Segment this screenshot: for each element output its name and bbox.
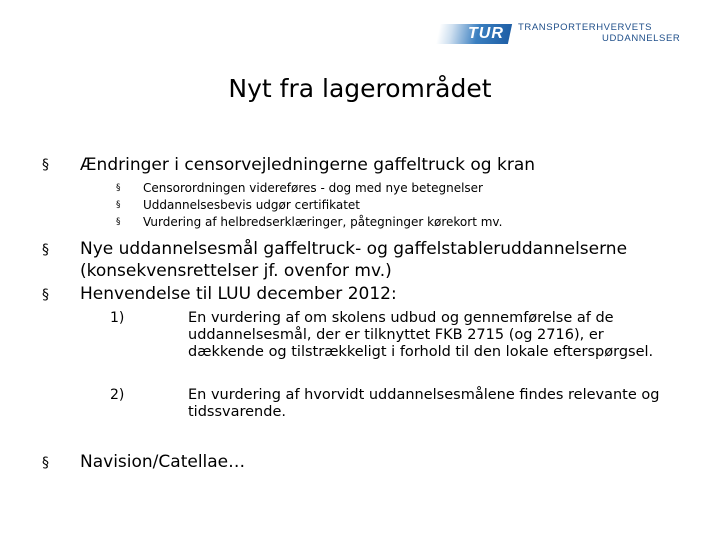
logo-name-line1: TRANSPORTERHVERVETS <box>518 22 653 33</box>
sub-bullet-glyph: § <box>116 200 121 210</box>
numbered-text: En vurdering af om skolens udbud og gennemførelse af de uddannelsesmål, der er tilknyttet FKB 2715 (og 2716), er dækkende og tilstrækkeligt i forhold til den lokale efterspørgsel. <box>188 310 654 360</box>
sub-bullet-glyph: § <box>116 183 121 193</box>
bullet-item-continuation: (konsekvensrettelser jf. ovenfor mv.) <box>80 261 392 281</box>
sub-item: Vurdering af helbredserklæringer, påtegninger kørekort mv. <box>143 215 503 229</box>
logo-name-line2: UDDANNELSER <box>602 33 681 44</box>
logo-name <box>518 22 688 44</box>
logo-mark-text: TUR <box>468 25 504 42</box>
bullet-item: Henvendelse til LUU december 2012: <box>80 284 397 304</box>
numbered-label: 1) <box>110 310 125 326</box>
bullet-item: Nye uddannelsesmål gaffeltruck- og gaffelstableruddannelserne <box>80 239 628 259</box>
bullet-item: Ændringer i censorvejledningerne gaffeltruck og kran <box>80 155 536 175</box>
bullet-item: Navision/Catellae… <box>80 452 246 472</box>
sub-item: Uddannelsesbevis udgør certifikatet <box>143 198 361 212</box>
numbered-text: En vurdering af hvorvidt uddannelsesmålene findes relevante og tidssvarende. <box>188 387 660 420</box>
bullet-glyph: § <box>42 157 49 173</box>
bullet-glyph: § <box>42 287 49 303</box>
bullet-glyph: § <box>42 242 49 258</box>
sub-bullet-glyph: § <box>116 217 121 227</box>
sub-item: Censorordningen videreføres - dog med nye betegnelser <box>143 181 483 195</box>
bullet-glyph: § <box>42 455 49 471</box>
slide-title: Nyt fra lagerområdet <box>228 74 492 103</box>
numbered-label: 2) <box>110 387 125 403</box>
